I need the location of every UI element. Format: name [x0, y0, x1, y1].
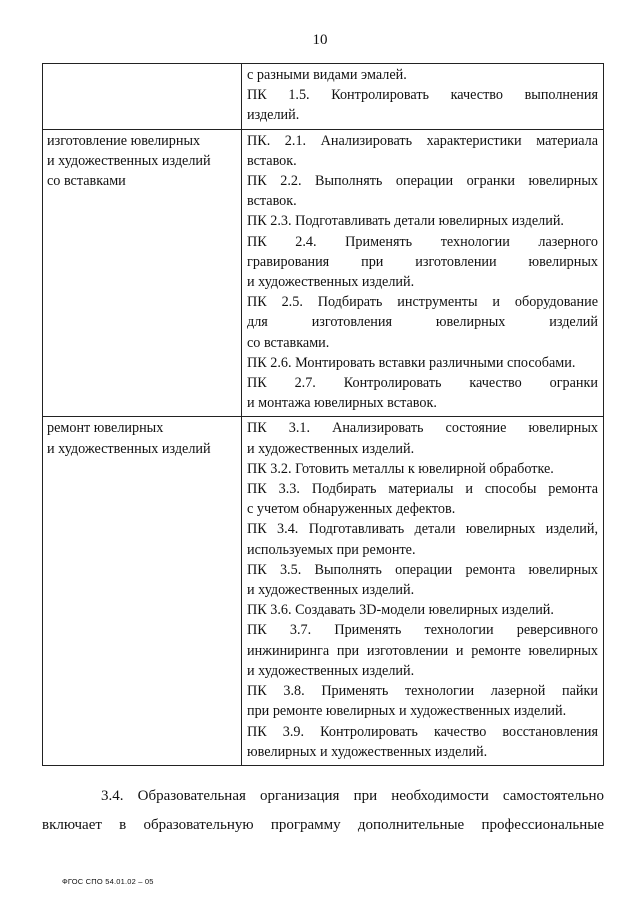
competency-line: вставок.: [247, 193, 297, 210]
competency-line: используемых при ремонте.: [247, 541, 416, 558]
activity-line: и художественных изделий: [47, 440, 211, 457]
competency-line: ПК 3.9. Контролировать качество восстановления: [247, 723, 598, 740]
competency-line: ПК 2.4. Применять технологии лазерного: [247, 233, 598, 250]
competency-line: и художественных изделий.: [247, 440, 415, 457]
competency-line: ПК 1.5. Контролировать качество выполнения: [247, 87, 598, 104]
competency-line: и художественных изделий.: [247, 662, 415, 679]
table-row: [43, 64, 604, 130]
activity-cell: [43, 129, 242, 417]
page-number: 10: [312, 32, 328, 48]
footer-standard-code: ФГОС СПО 54.01.02 – 05: [62, 877, 154, 886]
paragraph-line-1: 3.4. Образовательная организация при необходимости самостоятельно: [101, 788, 604, 804]
competency-line: ПК 2.2. Выполнять операции огранки ювелирных: [247, 173, 598, 190]
activity-line: и художественных изделий: [47, 152, 211, 169]
competency-line: изделий.: [247, 107, 300, 124]
competency-line: ПК. 2.1. Анализировать характеристики материала: [247, 132, 598, 149]
competency-line: ПК 2.7. Контролировать качество огранки: [247, 375, 598, 392]
competency-line: ПК 2.5. Подбирать инструменты и оборудование: [247, 294, 598, 311]
competency-table: [42, 63, 604, 766]
competency-line: ПК 3.6. Создавать 3D-модели ювелирных изделий.: [247, 602, 554, 619]
competency-line: и художественных изделий.: [247, 582, 415, 599]
activity-line: изготовление ювелирных: [47, 132, 201, 149]
competency-cell: [242, 129, 604, 417]
activity-line: со вставками: [47, 173, 126, 190]
competency-line: вставок.: [247, 152, 297, 169]
competency-line: со вставками.: [247, 334, 330, 351]
competency-line: для изготовления ювелирных изделий: [247, 314, 598, 331]
paragraph-line-2: включает в образовательную программу дополнительные профессиональные: [42, 817, 604, 833]
competency-line: и монтажа ювелирных вставок.: [247, 395, 437, 412]
competency-line: гравирования при изготовлении ювелирных: [247, 253, 598, 270]
competency-line: инжиниринга при изготовлении и ремонте ювелирных: [247, 642, 598, 659]
table-row: [43, 129, 604, 417]
competency-line: ПК 3.8. Применять технологии лазерной пайки: [247, 683, 598, 700]
competency-line: с учетом обнаруженных дефектов.: [247, 501, 456, 518]
activity-line: ремонт ювелирных: [47, 420, 164, 437]
competency-cell: [242, 64, 604, 130]
competency-line: ПК 3.1. Анализировать состояние ювелирных: [247, 420, 598, 437]
competency-line: ПК 3.3. Подбирать материалы и способы ремонта: [247, 481, 598, 498]
activity-cell: [43, 417, 242, 765]
table-row: [43, 417, 604, 765]
competency-line: ПК 3.5. Выполнять операции ремонта ювелирных: [247, 561, 598, 578]
competency-line: ПК 3.4. Подготавливать детали ювелирных изделий,: [247, 521, 598, 538]
activity-cell: [43, 64, 242, 130]
competency-cell: [242, 417, 604, 765]
competency-line: ПК 2.3. Подготавливать детали ювелирных изделий.: [247, 213, 564, 230]
table-body: [43, 64, 604, 766]
competency-line: ПК 3.2. Готовить металлы к ювелирной обработке.: [247, 460, 554, 477]
competency-line: ПК 3.7. Применять технологии реверсивного: [247, 622, 598, 639]
competency-line: при ремонте ювелирных и художественных изделий.: [247, 703, 567, 720]
body-paragraph: [42, 782, 604, 840]
competency-line: ювелирных и художественных изделий.: [247, 743, 488, 760]
competency-line: и художественных изделий.: [247, 274, 415, 291]
competency-line: с разными видами эмалей.: [247, 67, 407, 83]
competency-line: ПК 2.6. Монтировать вставки различными способами.: [247, 354, 576, 371]
